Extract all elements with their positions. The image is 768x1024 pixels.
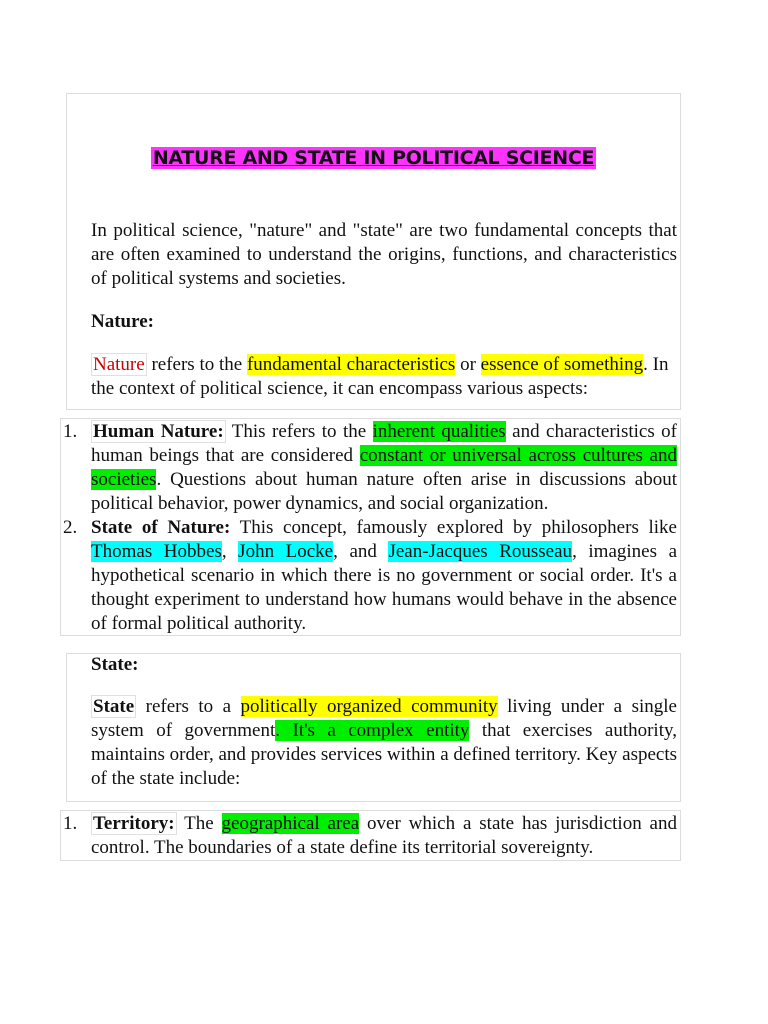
highlight-fundamental-characteristics: fundamental characteristics bbox=[246, 354, 456, 375]
highlight-essence: essence of something bbox=[480, 354, 644, 375]
nature-list bbox=[63, 420, 677, 636]
state-paragraph: State refers to a politically organized community living under a single system of government. It's a complex entity that exercises authority, maintains order, and provides services within a defined territory. Key aspects of the state include: bbox=[91, 696, 678, 789]
nature-heading: Nature: bbox=[91, 311, 154, 332]
highlight-hobbes: Thomas Hobbes bbox=[91, 541, 222, 562]
highlight-geographical-area: geographical area bbox=[221, 813, 360, 834]
page-title: NATURE AND STATE IN POLITICAL SCIENCE bbox=[152, 147, 595, 169]
state-heading: State: bbox=[91, 654, 139, 675]
intro-paragraph: In political science, "nature" and "state" are two fundamental concepts that are often examined to understand the origins, functions, and characteristics of political systems and societies. bbox=[91, 220, 677, 289]
list-item: 1. Human Nature: This refers to the inherent qualities and characteristics of human beings that are considered constant or universal across cultures and societies. Questions about human nature often arise in discussions about political behavior, power dynamics, and social organization. bbox=[63, 421, 677, 514]
nature-paragraph: Nature refers to the fundamental characteristics or essence of something. In the context of political science, it can encompass various aspects: bbox=[91, 354, 669, 399]
list-item: 1. Territory: The geographical area over which a state has jurisdiction and control. The boundaries of a state define its territorial sovereignty. bbox=[63, 813, 677, 858]
item-label: Human Nature: bbox=[93, 421, 224, 442]
highlight-constant-universal: constant or universal across cultures and societies bbox=[91, 445, 677, 490]
highlight-complex-entity: . It's a complex entity bbox=[275, 720, 470, 741]
item-label: State of Nature: bbox=[91, 517, 231, 538]
state-list bbox=[63, 812, 677, 860]
list-item: 2. State of Nature: This concept, famously explored by philosophers like Thomas Hobbes, John Locke, and Jean-Jacques Rousseau, imagines a hypothetical scenario in which there is no government or social order. It's a thought experiment to understand how humans would behave in the absence of formal political authority. bbox=[63, 517, 677, 634]
highlight-locke: John Locke bbox=[238, 541, 334, 562]
highlight-politically-organized: politically organized community bbox=[240, 696, 498, 717]
highlight-inherent-qualities: inherent qualities bbox=[372, 421, 506, 442]
state-term: State bbox=[93, 696, 135, 717]
nature-term: Nature bbox=[93, 354, 145, 375]
highlight-rousseau: Jean-Jacques Rousseau bbox=[388, 541, 573, 562]
item-label: Territory: bbox=[93, 813, 175, 834]
